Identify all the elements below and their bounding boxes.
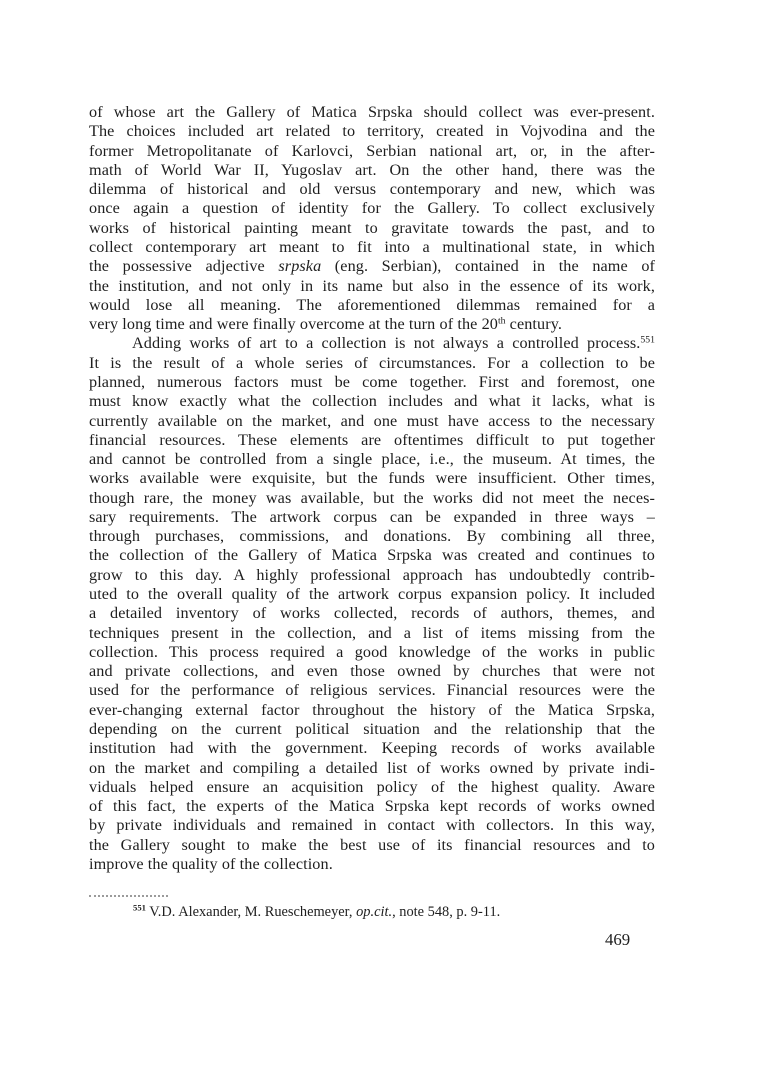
text-line: of whose art the Gallery of Matica Srpska should collect was ever-present. [89, 103, 655, 121]
text-line: the institution, and not only in its name but also in the essence of its work, [89, 276, 655, 295]
text-line: The choices included art related to territory, created in Vojvodina and the [89, 122, 655, 141]
text-line: works available were exquisite, but the funds were insufficient. Other times, [89, 469, 655, 488]
text-line: the collection of the Gallery of Matica Srpska was created and continues to [89, 546, 655, 565]
text-line: used for the performance of religious services. Financial resources were the [89, 681, 655, 700]
text-line: and cannot be controlled from a single place, i.e., the museum. At times, the [89, 450, 655, 469]
text-line: must know exactly what the collection includes and what it lacks, what is [89, 392, 655, 411]
text-line: ever-changing external factor throughout the history of the Matica Srpska, [89, 700, 655, 719]
text-line: depending on the current political situation and the relationship that the [89, 720, 655, 738]
text-line: and private collections, and even those owned by churches that were not [89, 662, 655, 681]
paragraph [89, 334, 655, 874]
text-line: grow to this day. A highly professional approach has undoubtedly contrib- [89, 565, 655, 584]
text-line: works of historical painting meant to gravitate towards the past, and to [89, 218, 655, 237]
text-line: a detailed inventory of works collected, records of authors, themes, and [89, 604, 655, 623]
text-line: very long time and were finally overcome at the turn of the 20th century. [89, 315, 562, 334]
text-line: techniques present in the collection, and a list of items missing from the [89, 623, 655, 642]
text-line: the possessive adjective srpska (eng. Serbian), contained in the name of [89, 257, 656, 276]
body-text [89, 103, 655, 874]
text-line: Adding works of art to a collection is not always a controlled process.$^{551}$ [132, 334, 655, 353]
text-line: on the market and compiling a detailed list of works owned by private indi- [89, 758, 655, 777]
text-line: currently available on the market, and one must have access to the necessary [89, 411, 655, 430]
footnote-text: $^{551}$ V.D. Alexander, M. Rueschemeyer, op.cit., note 548, p. 9-11. [133, 902, 501, 920]
text-line: collection. This process required a good knowledge of the works in public [89, 642, 655, 661]
text-line: It is the result of a whole series of circumstances. For a collection to be [89, 353, 655, 372]
text-line: viduals helped ensure an acquisition policy of the highest quality. Aware [89, 777, 655, 796]
footnote-separator [89, 895, 168, 897]
text-line: former Metropolitanate of Karlovci, Serbian national art, or, in the after- [89, 141, 655, 160]
text-line: uted to the overall quality of the artwork corpus expansion policy. It included [89, 585, 655, 604]
text-line: math of World War II, Yugoslav art. On the other hand, there was the [89, 160, 655, 179]
footnote [89, 903, 655, 921]
text-line: the Gallery sought to make the best use of its financial resources and to [89, 835, 655, 854]
text-line: would lose all meaning. The aforementioned dilemmas remained for a [89, 295, 655, 314]
text-line: planned, numerous factors must be come together. First and foremost, one [89, 372, 655, 391]
text-line: institution had with the government. Keeping records of works available [89, 739, 655, 758]
text-line: of this fact, the experts of the Matica Srpska kept records of works owned [89, 797, 655, 816]
text-line: through purchases, commissions, and donations. By combining all three, [89, 527, 655, 546]
paragraph [89, 103, 655, 334]
text-line: by private individuals and remained in contact with collectors. In this way, [89, 816, 655, 835]
text-line: sary requirements. The artwork corpus can be expanded in three ways – [89, 507, 655, 526]
text-line: collect contemporary art meant to fit into a multinational state, in which [89, 237, 655, 256]
text-line: though rare, the money was available, but the works did not meet the neces- [89, 488, 655, 507]
text-line: financial resources. These elements are oftentimes difficult to put together [89, 430, 655, 449]
text-line: once again a question of identity for the Gallery. To collect exclusively [89, 199, 655, 218]
page-number: 469 [605, 930, 631, 949]
text-line: improve the quality of the collection. [89, 854, 333, 873]
text-line: dilemma of historical and old versus contemporary and new, which was [89, 180, 655, 199]
